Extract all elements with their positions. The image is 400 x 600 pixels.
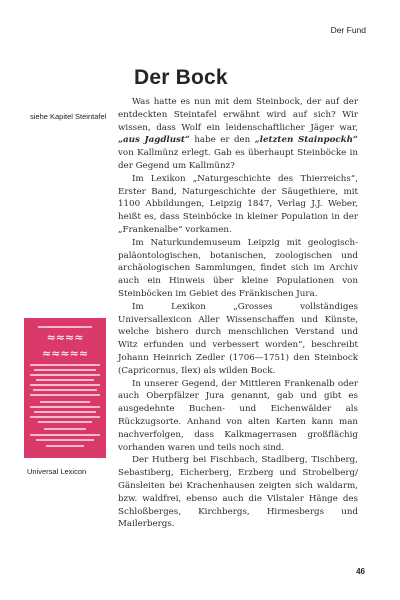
page-number: 46 — [356, 567, 365, 576]
paragraph-3: Im Naturkundemuseum Leipzig mit geologisch-paläontologischen, botanischen, zoologischen und archäologischen Sammlungen, findet sich im Archiv auch ein Hinweis über kleine Populationen von Steinböcken im Gebiet des Fränkischen Jura. — [118, 237, 358, 299]
paragraph-2: Im Lexikon „Naturgeschichte des Thierreichs“, Erster Band, Naturgeschichte der Säugethiere, mit 1100 Abbildungen, Leipzig 1847, Verlag J.J. Weber, heißt es, dass Steinböcke in kleiner Population in der „Frankenalbe“ vorkamen. — [118, 173, 358, 235]
lexicon-title-page-image: ≈≈≈≈ ≈≈≈≈≈ — [24, 318, 106, 458]
paragraph-1: Was hatte es nun mit dem Steinbock, der auf der entdeckten Steintafel erwähnt wird auf sich? Wir wissen, dass Wolf ein leidenschaftlicher Jäger war, „aus Jagdlust“ habe er den „letzten Stainpockh“ von Kallmünz erlegt. Gab es überhaupt Steinböcke in der Gegend um Kallmünz? — [118, 97, 358, 171]
chapter-title: Der Bock — [134, 66, 228, 89]
margin-note: siehe Kapitel Steintafel — [30, 112, 107, 121]
paragraph-5: In unserer Gegend, der Mittleren Frankenalb oder auch Oberpfälzer Jura genannt, gab und gibt es ausgedehnte Buchen- und Eichenwälder als Rückzugsorte. Anhand von alten Karten kann man nachverfolgen, dass Kalkmagerrasen großflächig vorhanden waren und teils noch sind. — [118, 378, 358, 453]
paragraph-6: Der Hutberg bei Fischbach, Stadlberg, Tischberg, Sebastiberg, Eicherberg, Erzberg und Strobelberg/ Gänsleiten bei Krachenhausen zeigten sich waldarm, bzw. waldfrei, ebenso auch die Vilstaler Hänge des Schloßberges, Kirchbergs, Hirmesbergs und Mailerbergs. — [118, 455, 358, 530]
image-caption: Universal Lexicon — [27, 467, 87, 476]
body-text — [118, 96, 358, 531]
paragraph-4: Im Lexikon „Grosses vollständiges Universallexicon Aller Wissenschaffen und Künste, welche bishero durch menschlichen Verstand und Witz erfunden und verbessert worden“, beschreibt Johann Heinrich Zedler (1706—1751) den Steinbock (Capricornus, Ilex) als wilden Bock. — [118, 301, 358, 376]
running-header: Der Fund — [330, 25, 366, 35]
